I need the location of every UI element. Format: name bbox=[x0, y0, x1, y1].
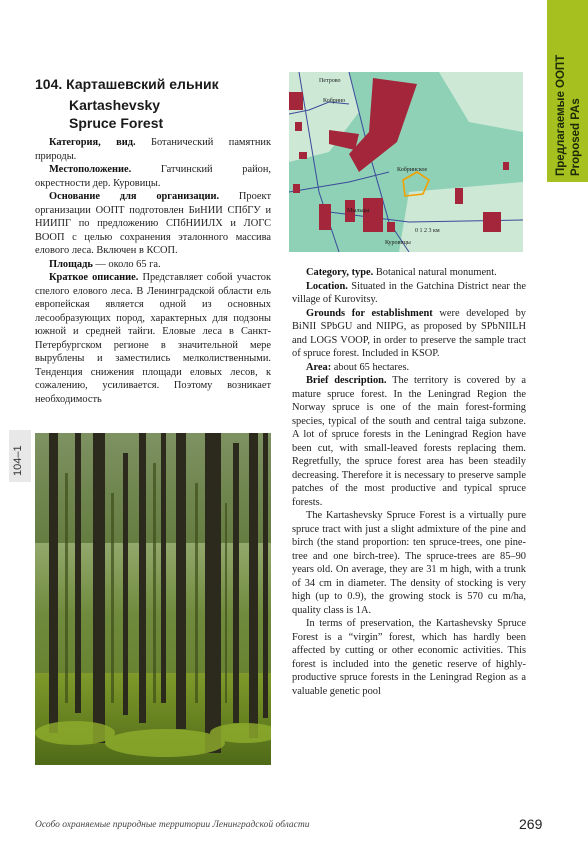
map-label-1: Петрово bbox=[319, 78, 341, 84]
page-footer: Особо охраняемые природные территории Ленинградской области bbox=[35, 820, 310, 830]
forest-photo bbox=[35, 433, 271, 765]
russian-text-column bbox=[35, 136, 271, 424]
english-text-column bbox=[292, 266, 526, 776]
heading-en bbox=[69, 96, 269, 132]
en-grounds: Grounds for establishment were developed by BiNII SPbGU and NIIPG, as proposed by SPbNIILH and LOGS VOOP, in order to preserve the sample tract of spruce forest. Included in KSOP. bbox=[292, 307, 526, 359]
location-map bbox=[289, 72, 523, 252]
heading-ru: 104. Карташевский ельник bbox=[35, 76, 219, 92]
map-label-3: Кобринское bbox=[397, 167, 428, 173]
article-heading bbox=[35, 76, 219, 131]
map-label-2: Кобрино bbox=[323, 98, 346, 104]
section-tab bbox=[547, 0, 588, 182]
heading-en-line2: Spruce Forest bbox=[69, 115, 164, 131]
section-tab-ru: Предлагаемые ООПТ bbox=[555, 54, 567, 176]
ru-brief: Краткое описание. Представляет собой участок спелого елового леса. В Ленинградской области ель европейская является одной из основных лесообразующих пород, характерных для подзоны южной и средней тайги. Еловые леса в Санкт-Петербургском регионе в значительной мере вырублены и заместились мелколиственными. Тенденция снижения площади еловых лесов, к сожалению, усиливается. Поэтому возникает необходимость bbox=[35, 272, 271, 405]
heading-en-line1: Kartashevsky bbox=[69, 97, 161, 113]
page-number: 269 bbox=[519, 816, 543, 832]
en-brief: Brief description. The territory is covered by a mature spruce forest. In the Leningrad Region the Norway spruce is one of the main forest-forming species, typical of the south and central taiga subzone. A lot of spruce forests in the Leningrad Region have been cut, with small-leaved forests replacing them. Regretfully, the spruce forest area has been steadily decreasing. Therefore it is necessary to preserve sample patches of the most productive and typical spruce forests. bbox=[292, 375, 526, 508]
forest-photo-image bbox=[35, 433, 271, 765]
map-label-4: Мыльцы bbox=[347, 208, 370, 214]
figure-marker-label: 104–1 bbox=[12, 445, 24, 476]
en-paragraph-2: The Kartashevsky Spruce Forest is a virtually pure spruce tract with just a slight admixture of the pine and birch (the stand proportion: ten spruce-trees, one pine-tree and one birch-tree). The spruce-trees are 85–90 years old. On average, they are 31 m high, with a trunk of 34 cm in diameter. The density of stocking is very high (up to 0.9), the growing stock is 570 cu m/ha, quality class is 1A. bbox=[292, 510, 526, 616]
map-label-5: Куровицы bbox=[385, 240, 411, 246]
map-scale: 0 1 2 3 км bbox=[415, 228, 440, 234]
ru-location: Местоположение. Гатчинский район, окрестности дер. Куровицы. bbox=[35, 164, 271, 189]
section-tab-text bbox=[547, 0, 588, 182]
ru-basis: Основание для организации. Проект организации ООПТ подготовлен БиНИИ СПбГУ и НИИПГ по предложению СПбНИИЛХ и ЛОГС ВООП с целью сохранения эталонного массива елового леса. Включен в КСОП. bbox=[35, 191, 271, 256]
section-tab-en: Proposed PAs bbox=[570, 98, 582, 176]
en-area: Area: about 65 hectares. bbox=[306, 361, 410, 373]
ru-area: Площадь — около 65 га. bbox=[49, 258, 161, 270]
location-map-image bbox=[289, 72, 523, 252]
ru-category: Категория, вид. Ботанический памятник природы. bbox=[35, 137, 271, 162]
en-location: Location. Situated in the Gatchina District near the village of Kurovitsy. bbox=[292, 280, 526, 305]
en-category: Category, type. Botanical natural monument. bbox=[306, 267, 497, 278]
en-paragraph-3: In terms of preservation, the Kartashevsky Spruce Forest is a “virgin” forest, which has hardly been affected by cutting or other economic activities. This forest is included into the genetic reserve of highly-productive spruce forests in the Leningrad Region as a valuable genetic pool bbox=[292, 618, 526, 697]
figure-marker bbox=[9, 430, 31, 482]
